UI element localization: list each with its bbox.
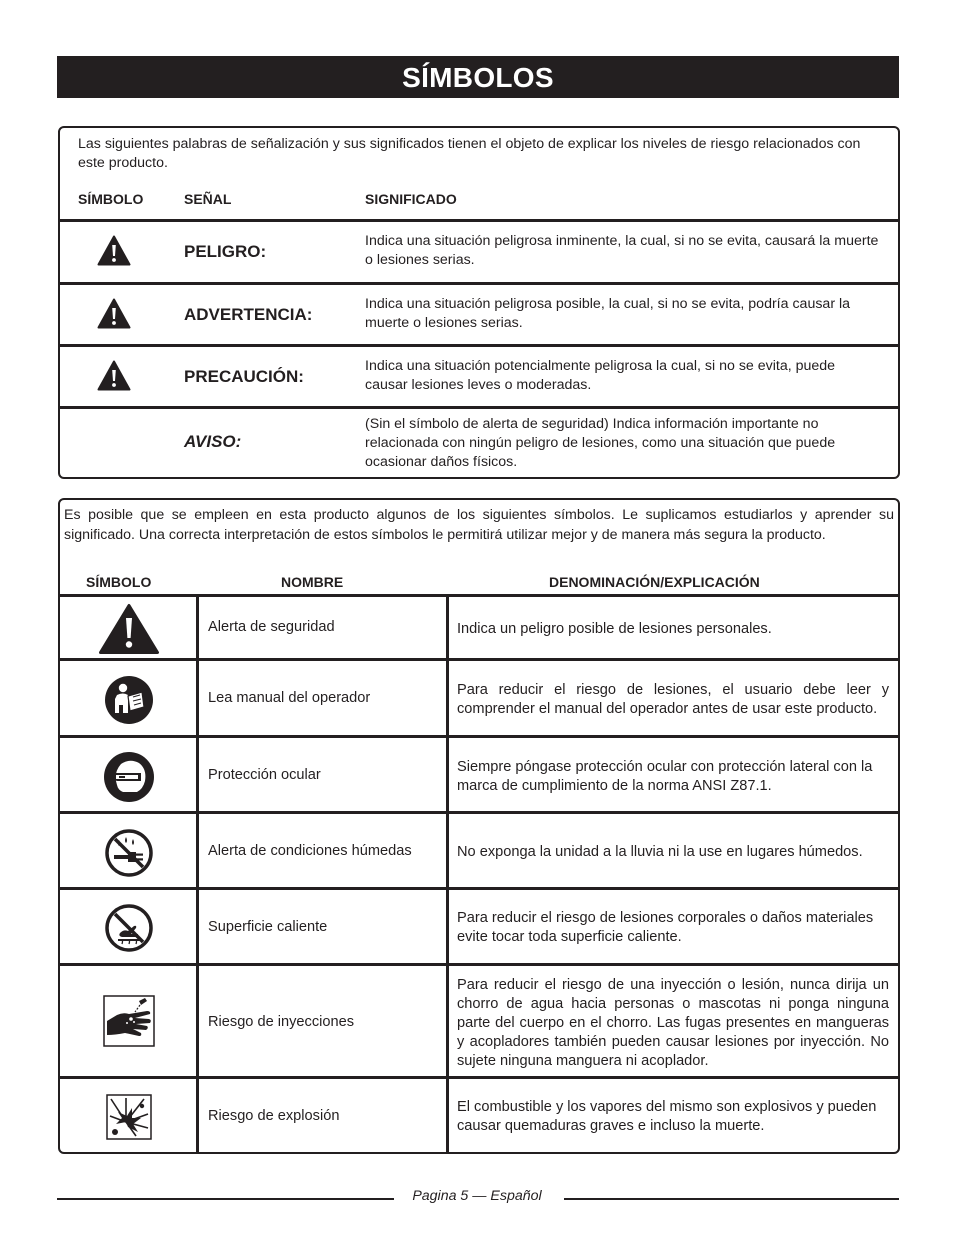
divider <box>60 963 898 966</box>
meaning-precaucion: Indica una situación potencialmente peligrosa la cual, si no se evita, puede causar lesiones leves o moderadas. <box>365 358 836 393</box>
column-divider <box>446 594 449 1152</box>
symbol-explanation: Para reducir el riesgo de lesiones corporales o daños materiales evite tocar toda superficie caliente. <box>457 910 874 945</box>
header-signal: SEÑAL <box>184 191 232 207</box>
divider <box>60 658 898 661</box>
symbol-name: Alerta de seguridad <box>208 619 335 635</box>
header-symbol: SÍMBOLO <box>86 574 152 590</box>
safety-alert-icon <box>98 603 160 655</box>
warning-triangle-icon <box>97 235 131 266</box>
header-symbol: SÍMBOLO <box>78 191 144 207</box>
read-manual-icon <box>104 675 154 725</box>
divider <box>60 219 898 222</box>
divider <box>60 594 898 597</box>
header-explanation: DENOMINACIÓN/EXPLICACIÓN <box>549 574 760 590</box>
eye-protection-icon <box>103 751 155 803</box>
meaning-aviso: (Sin el símbolo de alerta de seguridad) Indica información importante no relacionada con ningún peligro de lesiones, como una situación que puede ocasionar daños físicos. <box>365 416 836 470</box>
header-meaning: SIGNIFICADO <box>365 191 457 207</box>
divider <box>60 344 898 347</box>
divider <box>60 406 898 409</box>
divider <box>60 887 898 890</box>
page-title: SÍMBOLOS <box>57 56 899 98</box>
hot-surface-icon <box>104 903 154 953</box>
divider <box>60 1076 898 1079</box>
column-divider <box>196 594 199 1152</box>
explosion-risk-icon <box>106 1094 152 1140</box>
symbol-explanation: Indica un peligro posible de lesiones personales. <box>457 621 772 637</box>
signal-advertencia: ADVERTENCIA: <box>184 305 313 324</box>
symbols-intro: Es posible que se empleen en esta producto algunos de los siguientes símbolos. Le suplicamos estudiarlos y aprender su significado. Una correcta interpretación de estos símbolos le permitirá utilizar mejor y de manera más segura la producto. <box>64 507 894 543</box>
meaning-peligro: Indica una situación peligrosa inminente, la cual, si no se evita, causará la muerte o lesiones serias. <box>365 233 879 268</box>
symbol-name: Lea manual del operador <box>208 690 371 706</box>
symbol-name: Riesgo de explosión <box>208 1108 340 1124</box>
warning-triangle-icon <box>97 298 131 329</box>
signal-aviso: AVISO: <box>184 432 242 451</box>
divider <box>60 282 898 285</box>
header-name: NOMBRE <box>281 574 344 590</box>
symbol-explanation: El combustible y los vapores del mismo son explosivos y pueden causar quemaduras graves e incluso la muerte. <box>457 1099 877 1134</box>
symbol-explanation: No exponga la unidad a la lluvia ni la use en lugares húmedos. <box>457 844 863 860</box>
wet-conditions-icon <box>104 828 154 878</box>
symbol-explanation: Siempre póngase protección ocular con protección lateral con la marca de cumplimiento de la norma ANSI Z87.1. <box>457 759 873 794</box>
symbol-name: Protección ocular <box>208 767 321 783</box>
signal-peligro: PELIGRO: <box>184 242 267 261</box>
divider <box>60 811 898 814</box>
page-footer: Pagina 5 — Español <box>412 1188 542 1204</box>
signal-words-table <box>58 126 900 479</box>
symbols-table <box>58 498 900 1154</box>
signal-precaucion: PRECAUCIÓN: <box>184 367 304 386</box>
signal-words-intro: Las siguientes palabras de señalización y sus significados tienen el objeto de explicar los niveles de riesgo relacionados con este producto. <box>78 136 861 171</box>
symbol-name: Riesgo de inyecciones <box>208 1014 355 1030</box>
symbol-name: Superficie caliente <box>208 919 328 935</box>
symbol-explanation: Para reducir el riesgo de una inyección o lesión, nunca dirija un chorro de agua hacia personas o mascotas ni ponga ninguna parte del cuerpo en el chorro. Las fugas presentes en mangueras y acopladores también pueden causar lesiones por inyección. No sujete ninguna manguera ni acoplador. <box>457 977 889 1069</box>
injection-risk-icon <box>103 995 155 1047</box>
meaning-advertencia: Indica una situación peligrosa posible, la cual, si no se evita, podría causar la muerte o lesiones serias. <box>365 296 851 331</box>
divider <box>60 735 898 738</box>
symbol-explanation: Para reducir el riesgo de lesiones, el usuario debe leer y comprender el manual del operador antes de usar este producto. <box>457 682 889 717</box>
symbol-name: Alerta de condiciones húmedas <box>208 843 412 859</box>
warning-triangle-icon <box>97 360 131 391</box>
